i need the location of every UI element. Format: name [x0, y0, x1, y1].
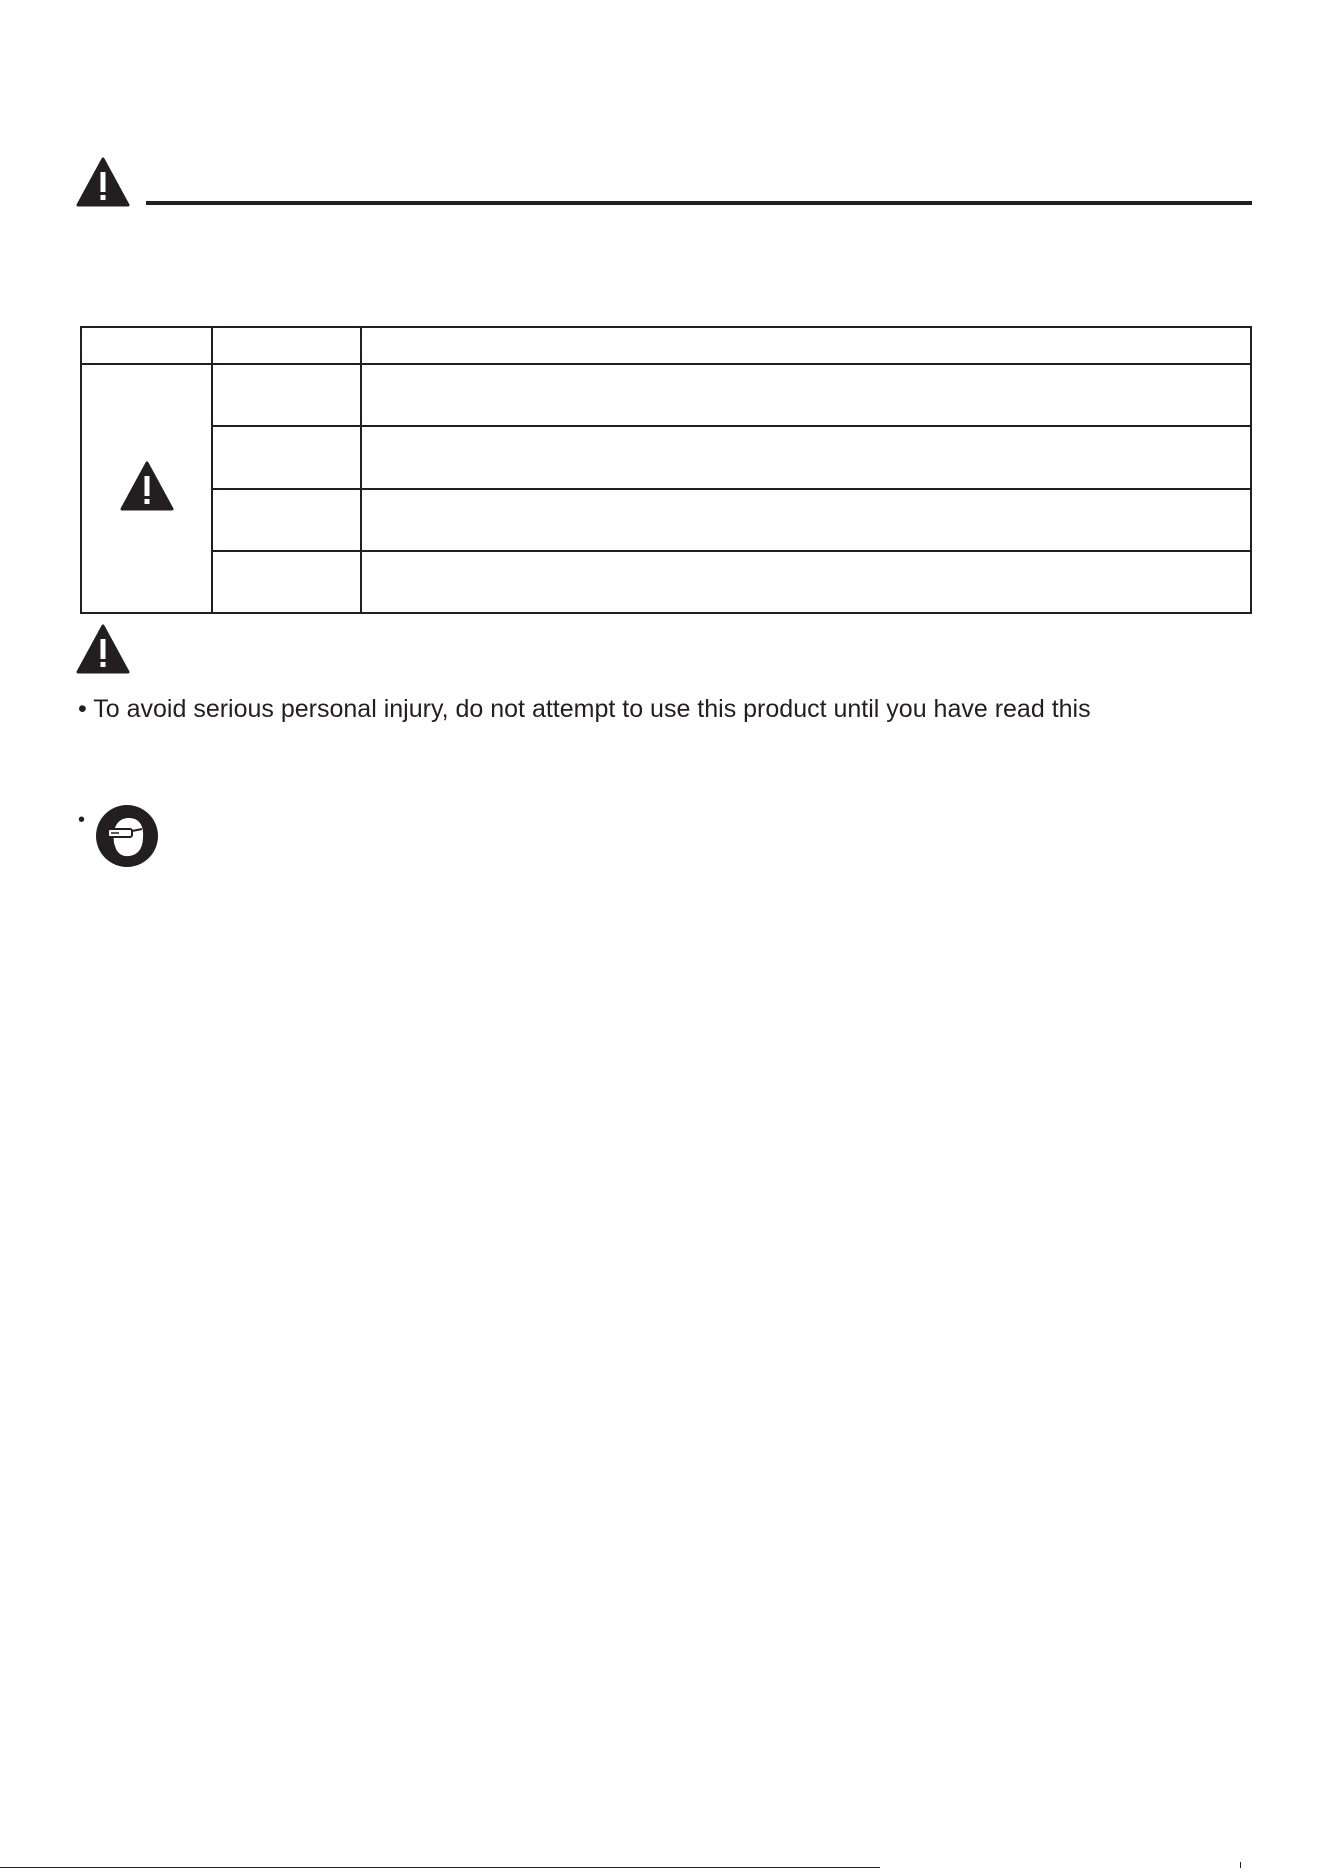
bullet-marker: • — [78, 809, 86, 831]
meaning-cell — [361, 364, 1251, 426]
table-row — [81, 551, 1251, 613]
table-row — [81, 489, 1251, 551]
bullet-marker: • — [78, 695, 87, 723]
symbol-column-header — [81, 327, 212, 364]
footer-rule — [0, 1867, 880, 1868]
safety-goggles-icon — [94, 803, 160, 869]
safety-bullet — [78, 694, 1091, 724]
meaning-cell — [361, 551, 1251, 613]
warning-triangle-icon — [120, 491, 174, 516]
meaning-cell — [361, 426, 1251, 488]
table-header-row — [81, 327, 1251, 364]
signal-column-header — [212, 327, 361, 364]
header-rule — [146, 201, 1252, 205]
table-row — [81, 364, 1251, 426]
signal-word-cell — [212, 364, 361, 426]
signal-word-cell — [212, 489, 361, 551]
signal-word-cell — [212, 426, 361, 488]
symbol-cell — [81, 364, 212, 613]
table-row — [81, 426, 1251, 488]
warning-triangle-icon — [76, 624, 130, 674]
footer-mark — [1240, 1862, 1241, 1868]
bullet-text: To avoid serious personal injury, do not attempt to use this product until you have read this — [93, 695, 1091, 723]
warning-triangle-icon — [76, 157, 130, 207]
signal-word-cell — [212, 551, 361, 613]
meaning-cell — [361, 489, 1251, 551]
symbol-table — [80, 326, 1252, 614]
meaning-column-header — [361, 327, 1251, 364]
